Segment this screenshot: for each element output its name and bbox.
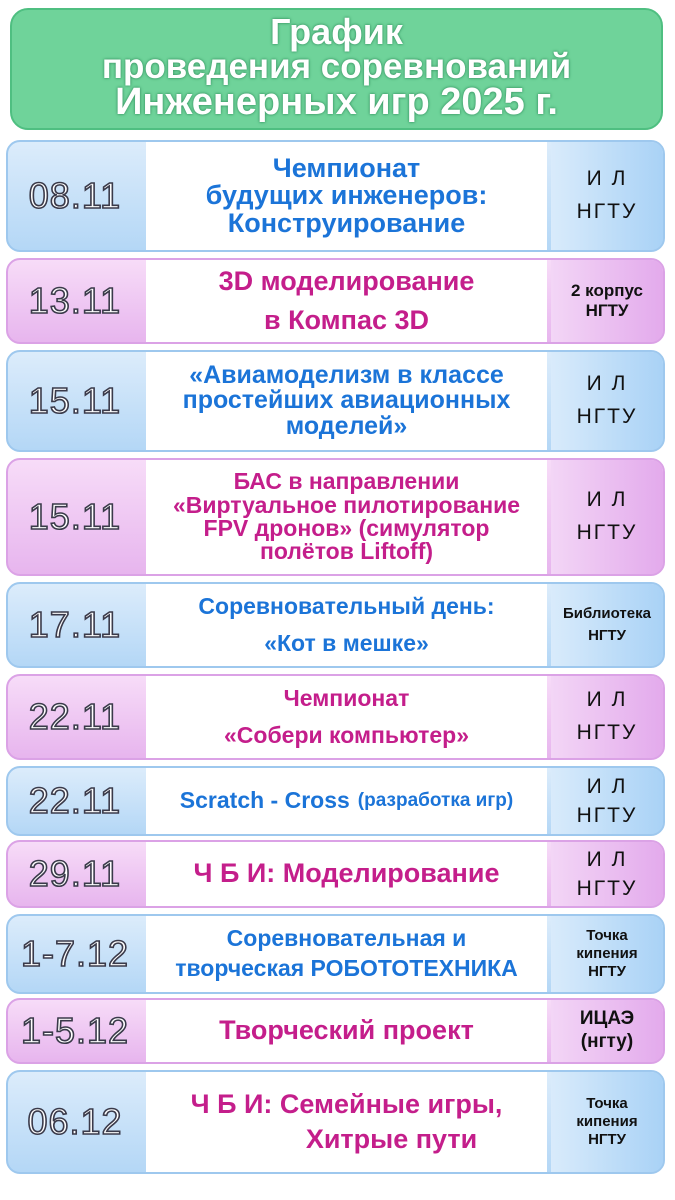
row-date: 17.11: [28, 604, 122, 645]
row-title: [146, 352, 547, 450]
row-place-line: кипения: [576, 945, 638, 962]
row-place: [551, 768, 663, 834]
row-title-line: в Компас 3D: [263, 305, 430, 335]
row-place: [551, 1000, 663, 1062]
row-title: [146, 460, 547, 574]
row-title: [146, 916, 547, 992]
schedule-row: [6, 766, 665, 836]
row-place-line: Точка: [586, 1095, 628, 1112]
schedule-row: [6, 914, 665, 994]
row-place: [551, 460, 663, 574]
row-title: [146, 260, 547, 342]
row-title: [146, 1000, 547, 1062]
row-date: 22.11: [28, 696, 122, 737]
row-date: 29.11: [28, 853, 122, 894]
row-title-line: «Собери компьютер»: [224, 722, 469, 748]
row-title-line: простейших авиационных: [182, 386, 511, 415]
row-place-line: И Л: [586, 688, 628, 712]
row-place: [551, 142, 663, 250]
row-place-line: НГТУ: [576, 804, 638, 827]
row-title-line: моделей»: [285, 411, 408, 440]
schedule-row: [6, 998, 665, 1064]
row-title-line: «Виртуальное пилотирование: [172, 491, 521, 518]
row-date: 1-7.12: [20, 933, 130, 974]
row-title-line: Чемпионат: [283, 685, 410, 712]
schedule-row: [6, 1070, 665, 1174]
row-date: 22.11: [28, 780, 122, 821]
row-title: [146, 142, 547, 250]
row-title: [146, 842, 547, 906]
row-title-line: Творческий проект: [219, 1015, 474, 1046]
row-place: [551, 260, 663, 342]
row-title-line: Соревновательный день:: [198, 593, 495, 620]
row-title-line: Scratch - Cross: [179, 787, 350, 814]
row-title-line: творческая РОБОТОТЕХНИКА: [175, 955, 518, 981]
row-title-line: Ч Б И: Семейные игры,: [190, 1088, 503, 1119]
header-title-line2: проведения соревнований: [101, 47, 572, 86]
row-title: [146, 584, 547, 666]
row-place: [551, 916, 663, 992]
row-title-line: БАС в направлении: [233, 468, 460, 495]
row-place-line: НГТУ: [585, 301, 629, 320]
row-title-line: «Кот в мешке»: [264, 630, 429, 656]
schedule-row: [6, 582, 665, 668]
row-date: 13.11: [28, 280, 122, 321]
schedule-row: [6, 840, 665, 908]
row-place-line: НГТУ: [576, 521, 638, 544]
row-title: [146, 768, 547, 834]
row-place-line: НГТУ: [576, 405, 638, 428]
row-title: [146, 676, 547, 758]
row-title-line: FPV дронов» (симулятор: [203, 515, 490, 541]
row-place-line: Точка: [586, 927, 628, 944]
row-place: [551, 584, 663, 666]
header-title-line3: Инженерных игр 2025 г.: [115, 81, 558, 123]
row-title-line: Соревновательная и: [226, 925, 467, 952]
row-place-line: И Л: [586, 847, 628, 871]
row-title-line: «Авиамоделизм в классе: [189, 360, 504, 389]
row-place-line: И Л: [586, 774, 628, 798]
row-place-line: НГТУ: [588, 627, 626, 644]
header-title-line1: График: [270, 11, 403, 52]
row-place-line: 2 корпус: [571, 280, 643, 300]
row-place-line: Библиотека: [563, 604, 651, 622]
row-title-line: Конструирование: [227, 207, 466, 238]
row-place: [551, 352, 663, 450]
row-place-line: НГТУ: [588, 963, 626, 980]
schedule-row: [6, 140, 665, 252]
row-date: 15.11: [28, 380, 122, 421]
row-title-line: 3D моделирование: [218, 265, 475, 296]
row-place-line: НГТУ: [576, 877, 638, 900]
schedule-header: [10, 8, 663, 130]
row-title-line: будущих инженеров:: [205, 180, 488, 211]
row-place: [551, 842, 663, 906]
row-date: 15.11: [28, 496, 122, 537]
row-date: 1-5.12: [20, 1010, 130, 1051]
row-title-line: Ч Б И: Моделирование: [193, 858, 500, 889]
row-place: [551, 676, 663, 758]
row-place: [551, 1072, 663, 1172]
row-place-line: (нгту): [580, 1031, 634, 1052]
row-title: [146, 1072, 547, 1172]
row-place-line: И Л: [586, 372, 628, 396]
row-place-line: ИЦАЭ: [579, 1008, 635, 1030]
row-date: 06.12: [27, 1101, 123, 1142]
row-date: 08.11: [28, 175, 122, 216]
row-title-line: Чемпионат: [272, 152, 421, 183]
row-place-line: кипения: [576, 1113, 638, 1130]
schedule-row: [6, 258, 665, 344]
row-place-line: И Л: [586, 167, 628, 191]
schedule-row: [6, 350, 665, 452]
row-title-line: Хитрые пути: [305, 1124, 478, 1154]
row-title-line: полётов Liftoff): [259, 538, 434, 565]
row-place-line: И Л: [586, 488, 628, 512]
row-place-line: НГТУ: [576, 200, 638, 223]
row-place-line: НГТУ: [576, 721, 638, 744]
schedule-row: [6, 458, 665, 576]
row-title-note: (разработка игр): [357, 790, 514, 812]
row-place-line: НГТУ: [588, 1131, 626, 1148]
schedule-row: [6, 674, 665, 760]
